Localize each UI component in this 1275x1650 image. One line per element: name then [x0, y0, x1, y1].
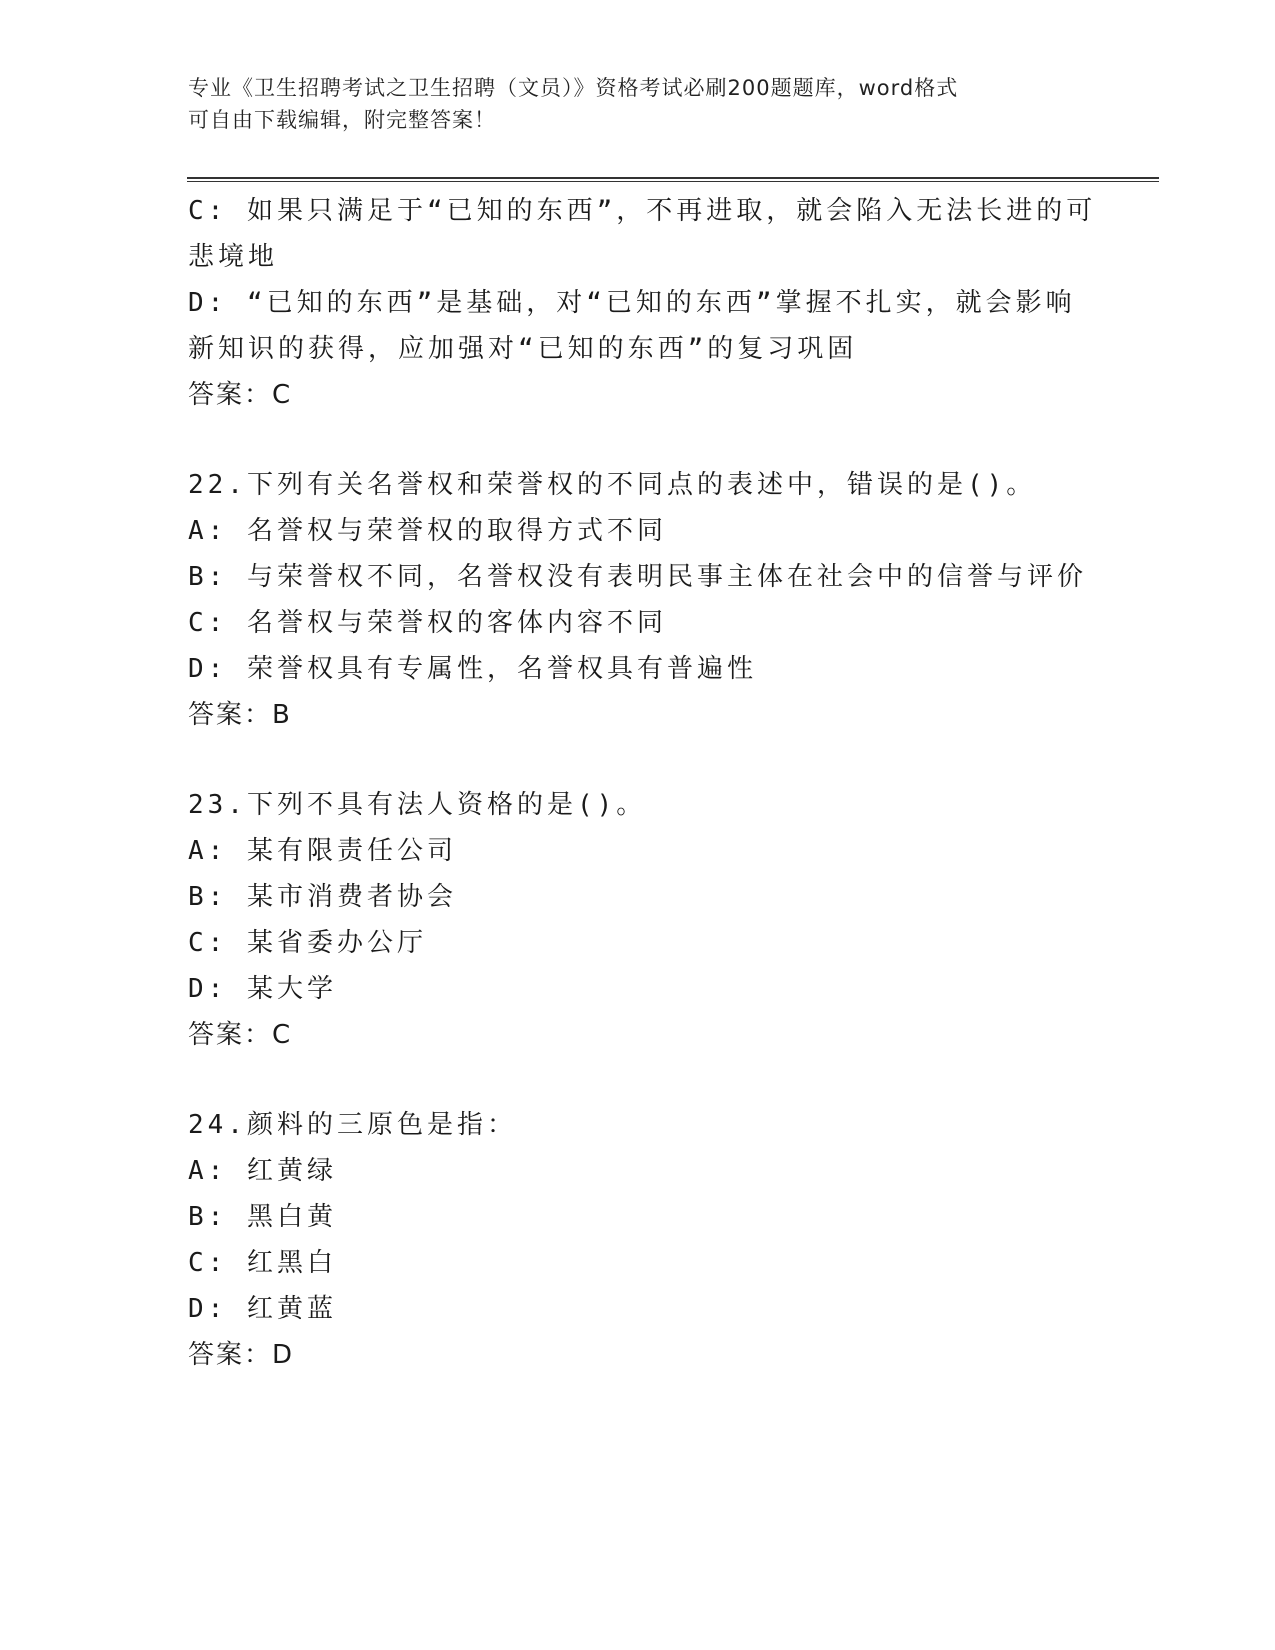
option-b: B: 黑白黄 [188, 1202, 337, 1232]
option-a: A: 某有限责任公司 [188, 836, 457, 866]
option-d: D: 红黄蓝 [188, 1294, 337, 1324]
spacer [188, 1058, 1148, 1102]
answer: 答案：C [188, 1020, 293, 1050]
option-a: A: 名誉权与荣誉权的取得方式不同 [188, 516, 667, 546]
question-stem: 22.下列有关名誉权和荣誉权的不同点的表述中，错误的是()。 [188, 470, 1037, 500]
option-b: B: 与荣誉权不同，名誉权没有表明民事主体在社会中的信誉与评价 [188, 562, 1087, 592]
option-c-line1: C: 如果只满足于“已知的东西”，不再进取，就会陷入无法长进的可 [188, 196, 1097, 226]
page-header [188, 72, 1088, 136]
header-title-line2: 可自由下载编辑，附完整答案！ [188, 108, 496, 132]
answer: 答案：D [188, 1340, 295, 1370]
spacer [188, 418, 1148, 462]
question-24 [188, 1102, 1148, 1378]
question-21-continued [188, 188, 1148, 418]
option-d: D: 荣誉权具有专属性，名誉权具有普遍性 [188, 654, 757, 684]
document-body [188, 188, 1148, 1378]
question-stem: 23.下列不具有法人资格的是()。 [188, 790, 647, 820]
question-22 [188, 462, 1148, 738]
option-c: C: 某省委办公厅 [188, 928, 427, 958]
answer: 答案：B [188, 700, 292, 730]
question-23 [188, 782, 1148, 1058]
header-divider [187, 177, 1159, 182]
option-d: D: 某大学 [188, 974, 337, 1004]
option-c: C: 红黑白 [188, 1248, 337, 1278]
option-c: C: 名誉权与荣誉权的客体内容不同 [188, 608, 667, 638]
option-d-line1: D: “已知的东西”是基础，对“已知的东西”掌握不扎实，就会影响 [188, 288, 1076, 318]
option-b: B: 某市消费者协会 [188, 882, 457, 912]
option-d-line2: 新知识的获得，应加强对“已知的东西”的复习巩固 [188, 334, 858, 364]
header-title-line1: 专业《卫生招聘考试之卫生招聘（文员）》资格考试必刷200题题库，word格式 [188, 76, 959, 100]
answer-21: 答案：C [188, 380, 293, 410]
option-a: A: 红黄绿 [188, 1156, 337, 1186]
option-c-line2: 悲境地 [188, 242, 279, 272]
question-stem: 24.颜料的三原色是指： [188, 1110, 517, 1140]
spacer [188, 738, 1148, 782]
